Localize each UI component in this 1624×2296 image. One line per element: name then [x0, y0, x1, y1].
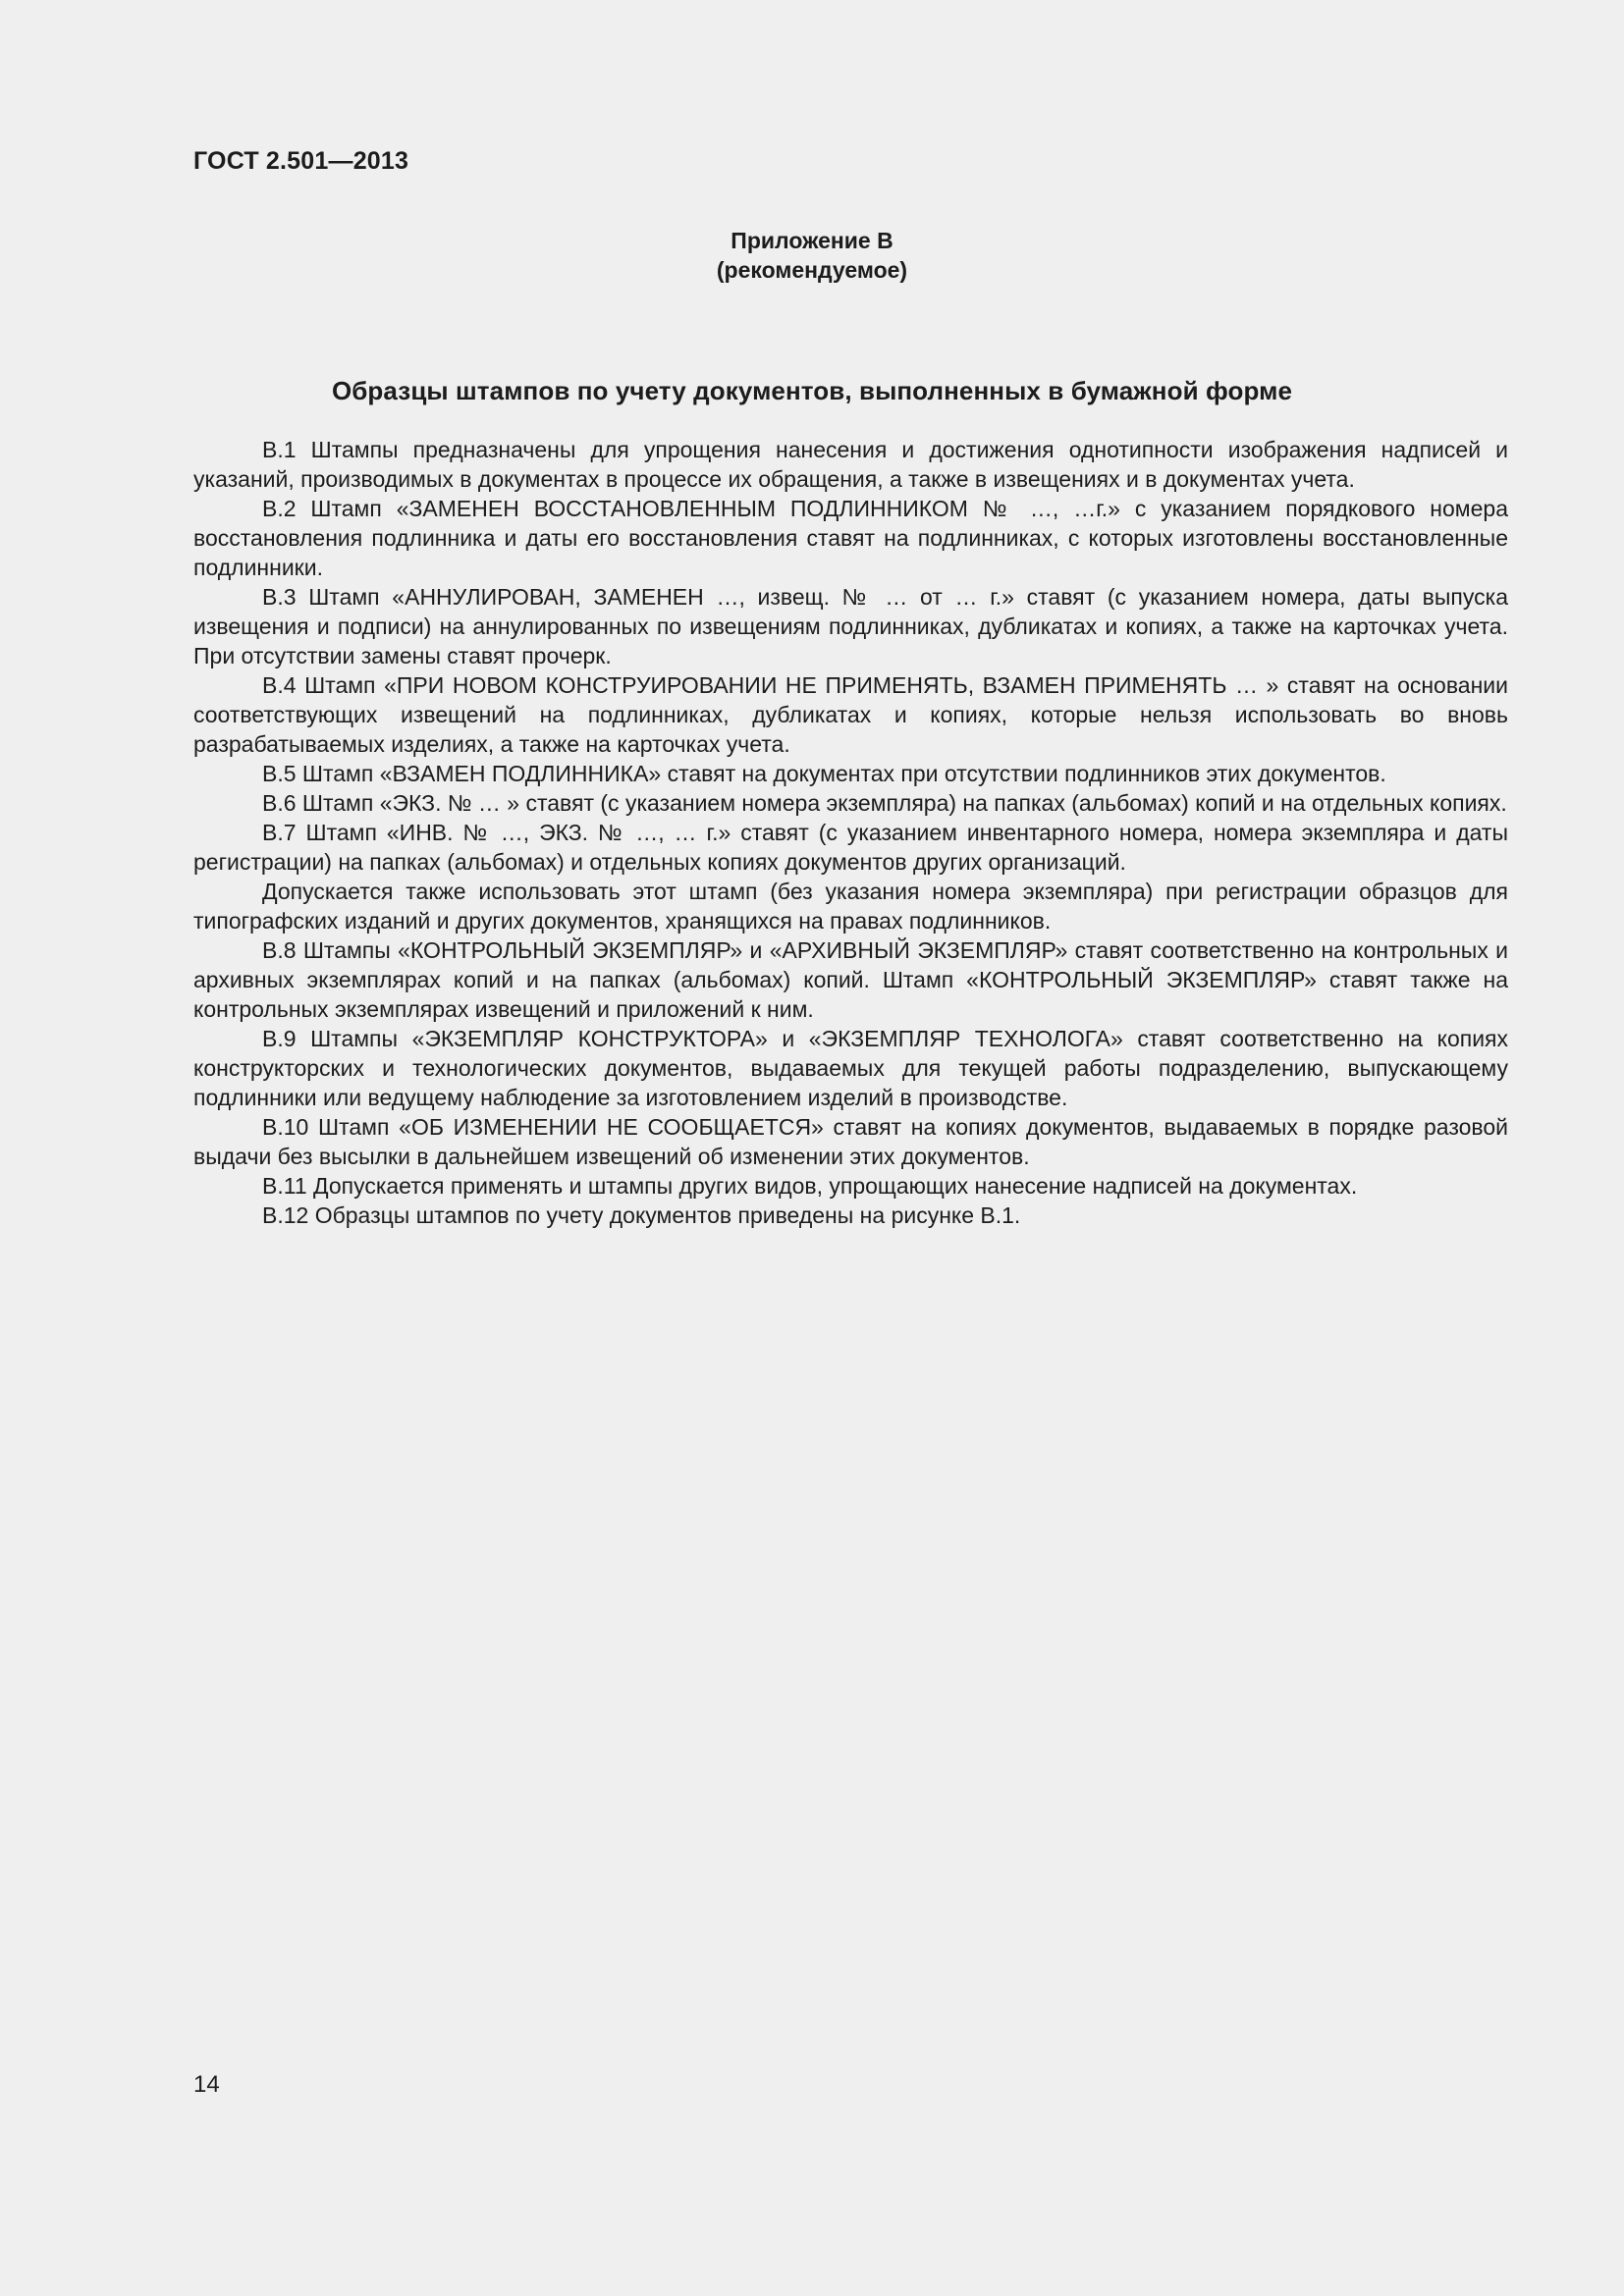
paragraph-b4: В.4 Штамп «ПРИ НОВОМ КОНСТРУИРОВАНИИ НЕ ПРИМЕНЯТЬ, ВЗАМЕН ПРИМЕНЯТЬ … » ставят на основании соответствующих извещений на подлинниках, дубликатах и копиях, которые нельзя использовать во вновь разрабатываемых изделиях, а также на карточках учета.: [193, 672, 1508, 757]
paragraph-b2: В.2 Штамп «ЗАМЕНЕН ВОССТАНОВЛЕННЫМ ПОДЛИННИКОМ № …, …г.» с указанием порядкового номера восстановления подлинника и даты его восстановления ставят на подлинниках, с которых изготовлены восстановленные подлинники.: [193, 496, 1508, 580]
paragraph-b7: В.7 Штамп «ИНВ. № …, ЭКЗ. № …, … г.» ставят (с указанием инвентарного номера, номера экземпляра и даты регистрации) на папках (альбомах) и отдельных копиях документов других организаций.: [193, 820, 1508, 875]
appendix-subtitle: (рекомендуемое): [716, 257, 908, 283]
paragraph-b1: В.1 Штампы предназначены для упрощения нанесения и достижения однотипности изображения надписей и указаний, производимых в документах в процессе их обращения, а также в извещениях и в документах учета.: [193, 437, 1508, 492]
paragraph-b7-note: Допускается также использовать этот штамп (без указания номера экземпляра) при регистрации образцов для типографских изданий и других документов, хранящихся на правах подлинников.: [193, 879, 1508, 934]
paragraph-b5: В.5 Штамп «ВЗАМЕН ПОДЛИННИКА» ставят на документах при отсутствии подлинников этих документов.: [262, 761, 1386, 786]
paragraph-b6: В.6 Штамп «ЭКЗ. № … » ставят (с указанием номера экземпляра) на папках (альбомах) копий и на отдельных копиях.: [262, 790, 1507, 816]
paragraph-b12: В.12 Образцы штампов по учету документов приведены на рисунке В.1.: [262, 1202, 1021, 1228]
appendix-title: Приложение В: [731, 228, 893, 253]
page-number: 14: [193, 2071, 220, 2098]
paragraph-b11: В.11 Допускается применять и штампы других видов, упрощающих нанесение надписей на документах.: [262, 1173, 1358, 1199]
paragraph-b3: В.3 Штамп «АННУЛИРОВАН, ЗАМЕНЕН …, извещ. № … от … г.» ставят (с указанием номера, даты выпуска извещения и подписи) на аннулированных по извещениям подлинниках, дубликатах и копиях, а также на карточках учета. При отсутствии замены ставят прочерк.: [193, 584, 1508, 668]
paragraph-b8: В.8 Штампы «КОНТРОЛЬНЫЙ ЭКЗЕМПЛЯР» и «АРХИВНЫЙ ЭКЗЕМПЛЯР» ставят соответственно на контрольных и архивных экземплярах копий и на папках (альбомах) копий. Штамп «КОНТРОЛЬНЫЙ ЭКЗЕМПЛЯР» ставят также на контрольных экземплярах извещений и приложений к ним.: [193, 937, 1508, 1022]
body-text: [193, 435, 1508, 1230]
paragraph-b9: В.9 Штампы «ЭКЗЕМПЛЯР КОНСТРУКТОРА» и «ЭКЗЕМПЛЯР ТЕХНОЛОГА» ставят соответственно на копиях конструкторских и технологических документов, выдаваемых для текущей работы подразделению, выпускающему подлинники или ведущему наблюдение за изготовлением изделий в производстве.: [193, 1026, 1508, 1110]
appendix-heading: [0, 226, 1624, 285]
document-standard-header: ГОСТ 2.501—2013: [193, 147, 409, 175]
section-title: Образцы штампов по учету документов, выполненных в бумажной форме: [331, 376, 1293, 405]
paragraph-b10: В.10 Штамп «ОБ ИЗМЕНЕНИИ НЕ СООБЩАЕТСЯ» ставят на копиях документов, выдаваемых в порядке разовой выдачи без высылки в дальнейшем извещений об изменении этих документов.: [193, 1114, 1508, 1169]
